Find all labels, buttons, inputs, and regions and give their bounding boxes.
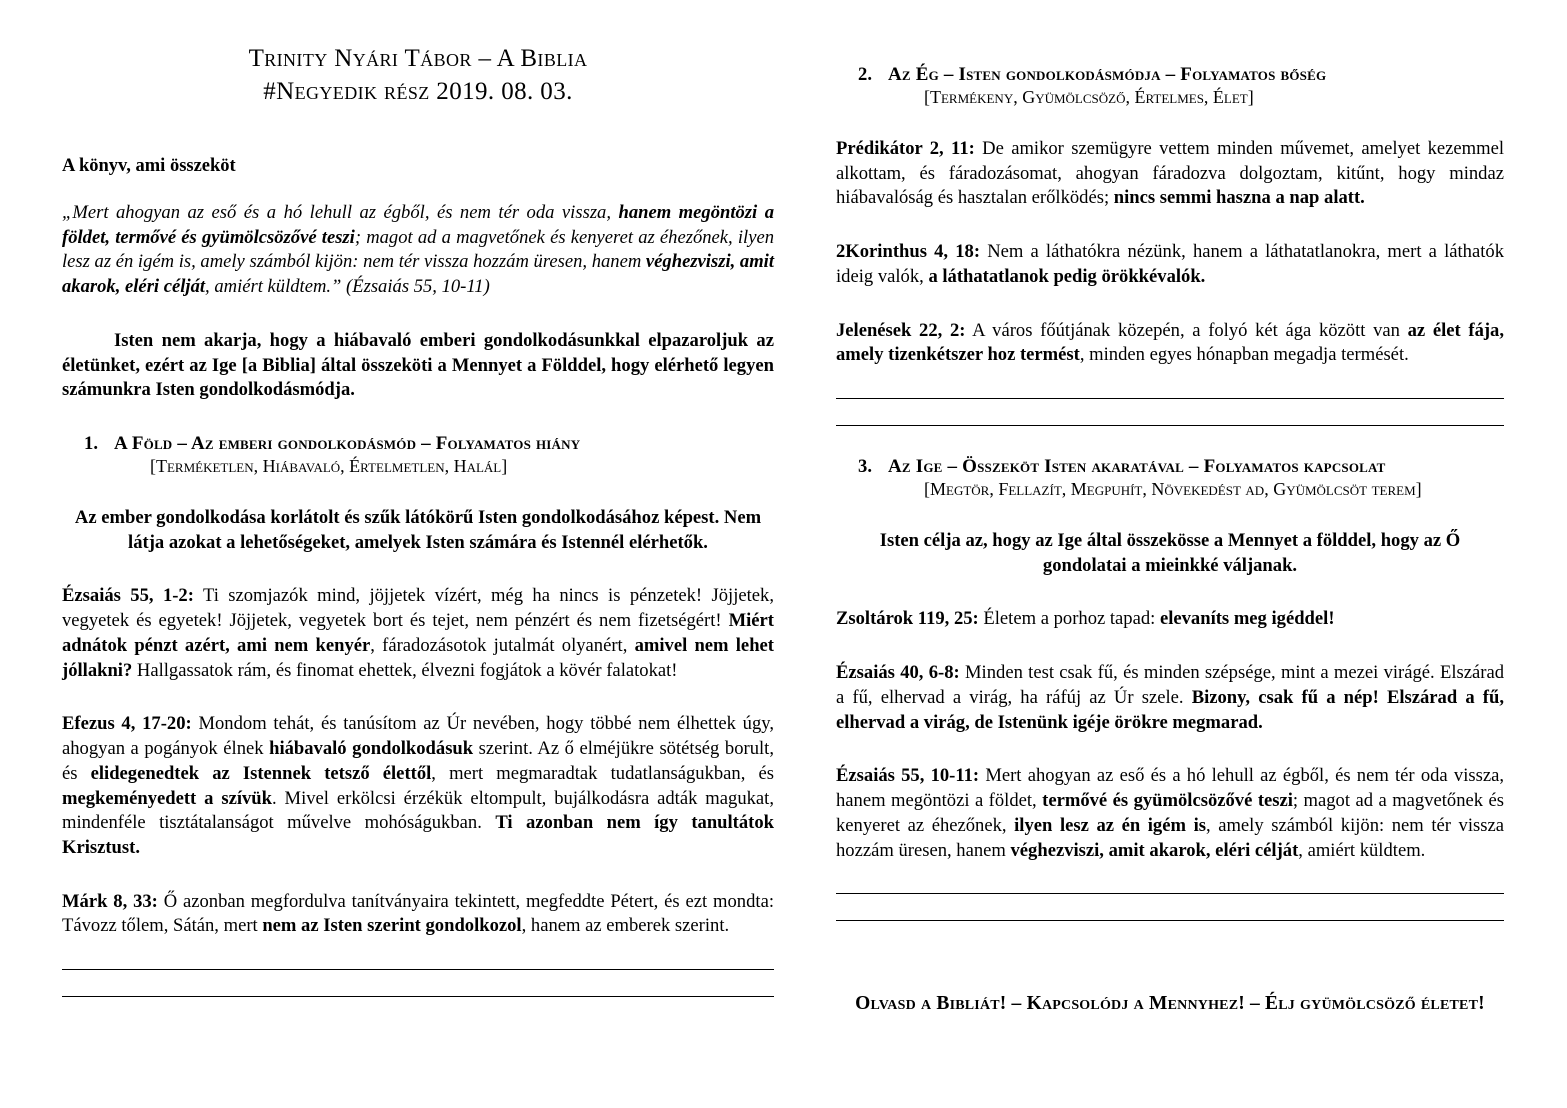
verse-text: . Mivel erkölcsi érzékük eltompult, bujálkodásra adták magukat, mindenféle tisztátalanságot művelve mohóságukban. xyxy=(62,787,774,834)
verse-text: Ő azonban megfordulva tanítványaira tekintett, megfeddte Pétert, és ezt mondta: Távozz tőlem, Sátán, mert xyxy=(62,890,774,937)
verse-block xyxy=(836,764,1504,863)
verse-text-bold: Miért adnátok pénzt azért, ami nem kenyér xyxy=(62,610,774,656)
point-1-heading: A Föld – Az emberi gondolkodásmód – Folyamatos hiány xyxy=(114,433,581,455)
right-divider-group-2 xyxy=(836,893,1504,921)
verse-text: Minden test csak fű, és minden szépsége, mint a mezei virágé. Elszárad a fű, elhervad a virág, ha ráfúj az Úr szele. xyxy=(836,662,1505,708)
verse-block xyxy=(836,240,1504,289)
section-heading-book: A könyv, ami összeköt xyxy=(62,156,236,176)
opening-quote-bold-2: véghezviszi, amit akarok, eléri célját xyxy=(62,251,774,298)
opening-quote-bold-1: hanem megöntözi a földet, termővé és gyümölcsözővé teszi xyxy=(62,202,774,248)
point-2-heading: Az Ég – Isten gondolkodásmódja – Folyamatos bőség xyxy=(888,64,1327,85)
verse-text: ; magot ad a magvetőnek és kenyeret az éhezőnek, xyxy=(836,790,1505,836)
point-3 xyxy=(836,456,1504,500)
point-2-number: 2. xyxy=(858,64,872,85)
verse-text-bold: a láthatatlanok pedig örökkévalók. xyxy=(928,265,1206,287)
verse-block xyxy=(836,319,1504,368)
verse-text: De amikor szemügyre vettem minden művemet, amelyet kezemmel alkottam, és fáradozásomat, ahogyan fáradozva dolgoztam, kitűnt, hogy mindaz hiábavalóság és hasztalan erőlködés; xyxy=(836,138,1504,209)
verse-block xyxy=(836,661,1504,735)
verse-reference: Ézsaiás 40, 6-8: xyxy=(836,662,960,684)
intro-paragraph: Isten nem akarja, hogy a hiábavaló emberi gondolkodásunkkal elpazaroljuk az életünket, ezért az Ige [a Biblia] által összeköti a Mennyet a Földdel, hogy elérhető legyen számunkra Isten gondolkodásmódja. xyxy=(62,329,774,401)
opening-quote xyxy=(62,201,774,300)
left-column xyxy=(62,38,774,1088)
point-2 xyxy=(836,64,1504,108)
point-3-heading: Az Ige – Összeköt Isten akaratával – Folyamatos kapcsolat xyxy=(888,456,1386,478)
left-divider-group xyxy=(62,969,774,997)
verse-text-bold: Ti azonban nem így tanultátok Krisztust. xyxy=(62,812,774,858)
verse-text: Hallgassatok rám, és finomat ehettek, élvezni fogjátok a kövér falatokat! xyxy=(132,659,678,681)
verse-text-bold: hiábavaló gondolkodásuk xyxy=(269,738,474,760)
closing-line: Olvasd a Bibliát! – Kapcsolódj a Mennyhez! – Élj gyümölcsöző életet! xyxy=(855,993,1485,1015)
opening-quote-pre: „Mert ahogyan az eső és a hó lehull az égből, és nem tér oda vissza, xyxy=(62,202,619,223)
verse-block xyxy=(836,137,1504,211)
verse-text-bold: nincs semmi haszna a nap alatt. xyxy=(1113,187,1365,209)
verse-text: Életem a porhoz tapad: xyxy=(978,608,1160,630)
point-3-number: 3. xyxy=(858,456,872,478)
point-1-number: 1. xyxy=(84,433,98,455)
divider xyxy=(836,893,1504,894)
verse-text: Mert ahogyan az eső és a hó lehull az égből, és nem tér oda vissza, hanem megöntözi a földet, xyxy=(836,765,1504,812)
opening-quote-mid: ; magot ad a magvetőnek és kenyeret az éhezőnek, ilyen lesz az én igém is, amely számból kijön: nem tér vissza hozzám üresen, hanem xyxy=(62,226,775,273)
verse-text: Ti szomjazók mind, jöjjetek vízért, még ha nincs is pénzetek! Jöjjetek, vegyetek és egyetek! Jöjjetek, vegyetek bort és tejet, nem pénzért és nem fizetségért! xyxy=(62,585,774,632)
point-3-summary: Isten célja az, hogy az Ige által összekösse a Mennyet a földdel, hogy az Ő gondolatai a mieinkké váljanak. xyxy=(879,530,1461,576)
divider xyxy=(62,996,774,997)
verse-reference: Ézsaiás 55, 1-2: xyxy=(62,585,194,607)
verse-text-bold: termővé és gyümölcsözővé teszi xyxy=(1042,790,1293,812)
verse-text-bold: véghezviszi, amit akarok, eléri célját xyxy=(1010,839,1299,861)
right-divider-group-1 xyxy=(836,398,1504,426)
point-3-subheading: [Megtör, Fellazít, Megpuhít, Növekedést ad, Gyümölcsöt terem] xyxy=(924,479,1422,500)
verse-text-bold: az élet fája, amely tizenkétszer hoz termést xyxy=(836,319,1505,366)
verse-text-bold: Bizony, csak fű a nép! Elszárad a fű, elhervad a virág, de Istenünk igéje örökre megmarad. xyxy=(836,686,1504,733)
point-1 xyxy=(62,433,774,477)
verse-text-bold: elidegenedtek az Istennek tetsző élettől xyxy=(90,762,432,784)
verse-text: , amely számból kijön: nem tér vissza hozzám üresen, hanem xyxy=(836,814,1504,861)
verse-text: , amiért küldtem. xyxy=(1298,839,1426,861)
verse-block xyxy=(62,584,774,683)
divider xyxy=(836,920,1504,921)
verse-reference: Zsoltárok 119, 25: xyxy=(836,608,979,630)
verse-text: A város főútjának közepén, a folyó két ága között van xyxy=(965,319,1408,341)
verse-text-bold: ilyen lesz az én igém is xyxy=(1014,814,1206,836)
verse-reference: Márk 8, 33: xyxy=(62,890,158,912)
verse-reference: Efezus 4, 17-20: xyxy=(62,713,192,735)
verse-block xyxy=(62,712,774,860)
point-2-subheading: [Termékeny, Gyümölcsöző, Értelmes, Élet] xyxy=(924,87,1254,107)
page-title xyxy=(62,42,774,108)
verse-block xyxy=(836,607,1504,632)
verse-reference: Prédikátor 2, 11: xyxy=(836,138,975,159)
point-1-subheading: [Terméketlen, Hiábavaló, Értelmetlen, Halál] xyxy=(150,456,508,477)
divider xyxy=(62,969,774,970)
verse-text-bold: megkeményedett a szívük xyxy=(62,787,272,809)
verse-text: , mert megmaradtak tudatlanságukban, és xyxy=(431,762,774,784)
verse-reference: 2Korinthus 4, 18: xyxy=(836,241,981,263)
title-line-2: #Negyedik rész 2019. 08. 03. xyxy=(263,78,573,105)
verse-text: szerint. Az ő elméjükre sötétség borult, és xyxy=(62,738,774,784)
divider xyxy=(836,398,1504,399)
verse-text-bold: amivel nem lehet jóllakni? xyxy=(62,634,774,681)
opening-quote-end: , amiért küldtem.” (Ézsaiás 55, 10-11) xyxy=(205,276,490,298)
title-line-1: Trinity Nyári Tábor – A Biblia xyxy=(248,45,588,72)
divider xyxy=(836,425,1504,426)
verse-block xyxy=(62,890,774,939)
verse-text: , hanem az emberek szerint. xyxy=(521,915,730,937)
point-1-summary: Az ember gondolkodása korlátolt és szűk látókörű Isten gondolkodásához képest. Nem látja azokat a lehetőségeket, amelyek Isten számára és Istennél elérhetők. xyxy=(74,507,762,553)
verse-reference: Jelenések 22, 2: xyxy=(836,319,966,341)
verse-reference: Ézsaiás 55, 10-11: xyxy=(836,765,980,787)
verse-text: , fáradozásotok jutalmát olyanért, xyxy=(370,634,635,656)
verse-text: Mondom tehát, és tanúsítom az Úr nevében, hogy többé nem élhettek úgy, ahogyan a pogányok élnek xyxy=(62,713,774,760)
verse-text-bold: nem az Isten szerint gondolkozol xyxy=(262,915,522,937)
right-column xyxy=(774,38,1504,1088)
verse-text-bold: elevaníts meg igéddel! xyxy=(1159,608,1335,630)
verse-text: Nem a láthatókra nézünk, hanem a láthatatlanokra, mert a láthatók ideig valók, xyxy=(836,241,1504,287)
verse-text: , minden egyes hónapban megadja termését. xyxy=(1079,344,1409,366)
